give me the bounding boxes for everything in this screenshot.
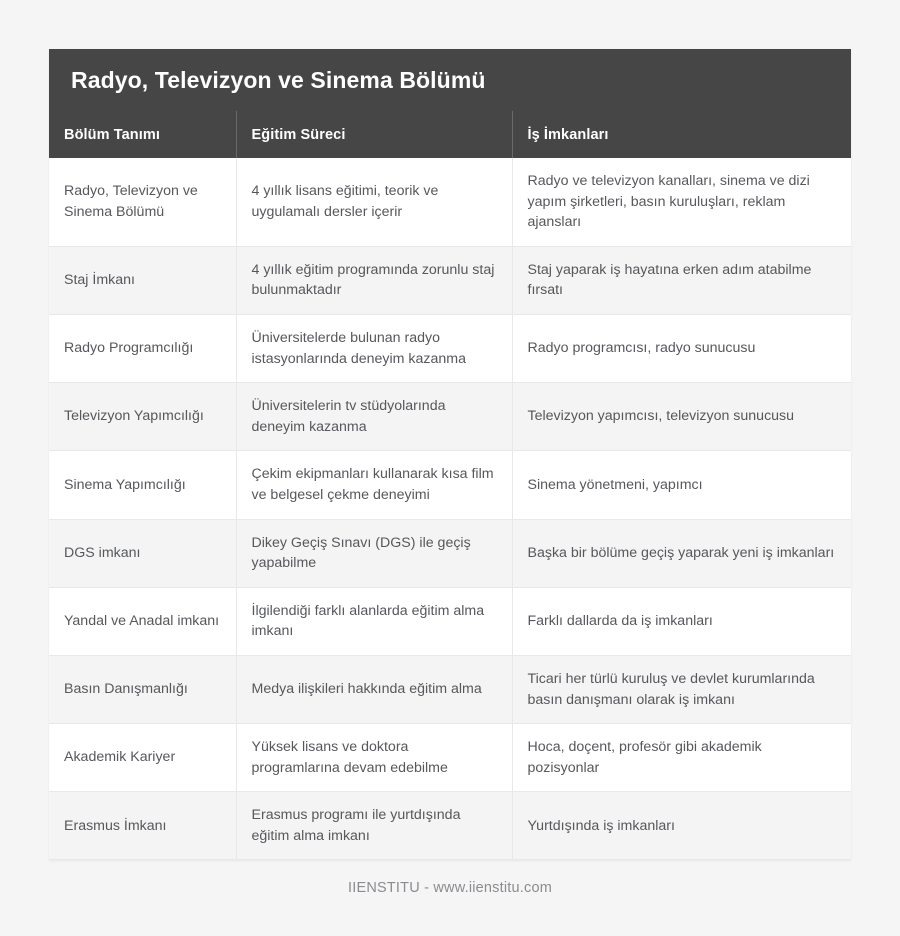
table-header xyxy=(49,111,851,158)
cell-bolum-tanimi: Basın Danışmanlığı xyxy=(49,655,236,723)
cell-is-imkanlari: Farklı dallarda da iş imkanları xyxy=(512,587,851,655)
cell-is-imkanlari: Sinema yönetmeni, yapımcı xyxy=(512,451,851,519)
cell-bolum-tanimi: Staj İmkanı xyxy=(49,246,236,314)
department-table xyxy=(49,111,851,860)
table-row xyxy=(49,792,851,860)
cell-egitim-sureci: Erasmus programı ile yurtdışında eğitim alma imkanı xyxy=(236,792,512,860)
footer-attribution: IIENSTITU - www.iienstitu.com xyxy=(348,880,552,897)
cell-is-imkanlari: Radyo ve televizyon kanalları, sinema ve dizi yapım şirketleri, basın kuruluşları, reklam ajansları xyxy=(512,158,851,246)
table-row xyxy=(49,246,851,314)
cell-egitim-sureci: Çekim ekipmanları kullanarak kısa film ve belgesel çekme deneyimi xyxy=(236,451,512,519)
cell-egitim-sureci: İlgilendiği farklı alanlarda eğitim alma imkanı xyxy=(236,587,512,655)
table-row xyxy=(49,724,851,792)
cell-bolum-tanimi: Radyo Programcılığı xyxy=(49,314,236,382)
cell-bolum-tanimi: Radyo, Televizyon ve Sinema Bölümü xyxy=(49,158,236,246)
table-row xyxy=(49,451,851,519)
cell-bolum-tanimi: Sinema Yapımcılığı xyxy=(49,451,236,519)
cell-bolum-tanimi: Erasmus İmkanı xyxy=(49,792,236,860)
cell-is-imkanlari: Radyo programcısı, radyo sunucusu xyxy=(512,314,851,382)
cell-bolum-tanimi: Akademik Kariyer xyxy=(49,724,236,792)
cell-is-imkanlari: Ticari her türlü kuruluş ve devlet kurumlarında basın danışmanı olarak iş imkanı xyxy=(512,655,851,723)
cell-is-imkanlari: Yurtdışında iş imkanları xyxy=(512,792,851,860)
cell-bolum-tanimi: DGS imkanı xyxy=(49,519,236,587)
cell-egitim-sureci: Üniversitelerde bulunan radyo istasyonlarında deneyim kazanma xyxy=(236,314,512,382)
table-row xyxy=(49,383,851,451)
cell-egitim-sureci: Medya ilişkileri hakkında eğitim alma xyxy=(236,655,512,723)
cell-is-imkanlari: Başka bir bölüme geçiş yaparak yeni iş imkanları xyxy=(512,519,851,587)
cell-is-imkanlari: Hoca, doçent, profesör gibi akademik pozisyonlar xyxy=(512,724,851,792)
column-header-is-imkanlari: İş İmkanları xyxy=(512,111,851,158)
cell-egitim-sureci: 4 yıllık lisans eğitimi, teorik ve uygulamalı dersler içerir xyxy=(236,158,512,246)
table-body xyxy=(49,158,851,860)
cell-is-imkanlari: Televizyon yapımcısı, televizyon sunucusu xyxy=(512,383,851,451)
table-header-row xyxy=(49,111,851,158)
cell-egitim-sureci: Yüksek lisans ve doktora programlarına devam edebilme xyxy=(236,724,512,792)
table-row xyxy=(49,587,851,655)
table-row xyxy=(49,655,851,723)
cell-egitim-sureci: Dikey Geçiş Sınavı (DGS) ile geçiş yapabilme xyxy=(236,519,512,587)
cell-bolum-tanimi: Televizyon Yapımcılığı xyxy=(49,383,236,451)
title-bar xyxy=(49,49,851,111)
info-card xyxy=(49,49,851,860)
table-row xyxy=(49,519,851,587)
cell-egitim-sureci: Üniversitelerin tv stüdyolarında deneyim kazanma xyxy=(236,383,512,451)
page-title: Radyo, Televizyon ve Sinema Bölümü xyxy=(71,67,486,93)
cell-is-imkanlari: Staj yaparak iş hayatına erken adım atabilme fırsatı xyxy=(512,246,851,314)
cell-bolum-tanimi: Yandal ve Anadal imkanı xyxy=(49,587,236,655)
column-header-bolum-tanimi: Bölüm Tanımı xyxy=(49,111,236,158)
table-row xyxy=(49,314,851,382)
column-header-egitim-sureci: Eğitim Süreci xyxy=(236,111,512,158)
cell-egitim-sureci: 4 yıllık eğitim programında zorunlu staj bulunmaktadır xyxy=(236,246,512,314)
table-row xyxy=(49,158,851,246)
